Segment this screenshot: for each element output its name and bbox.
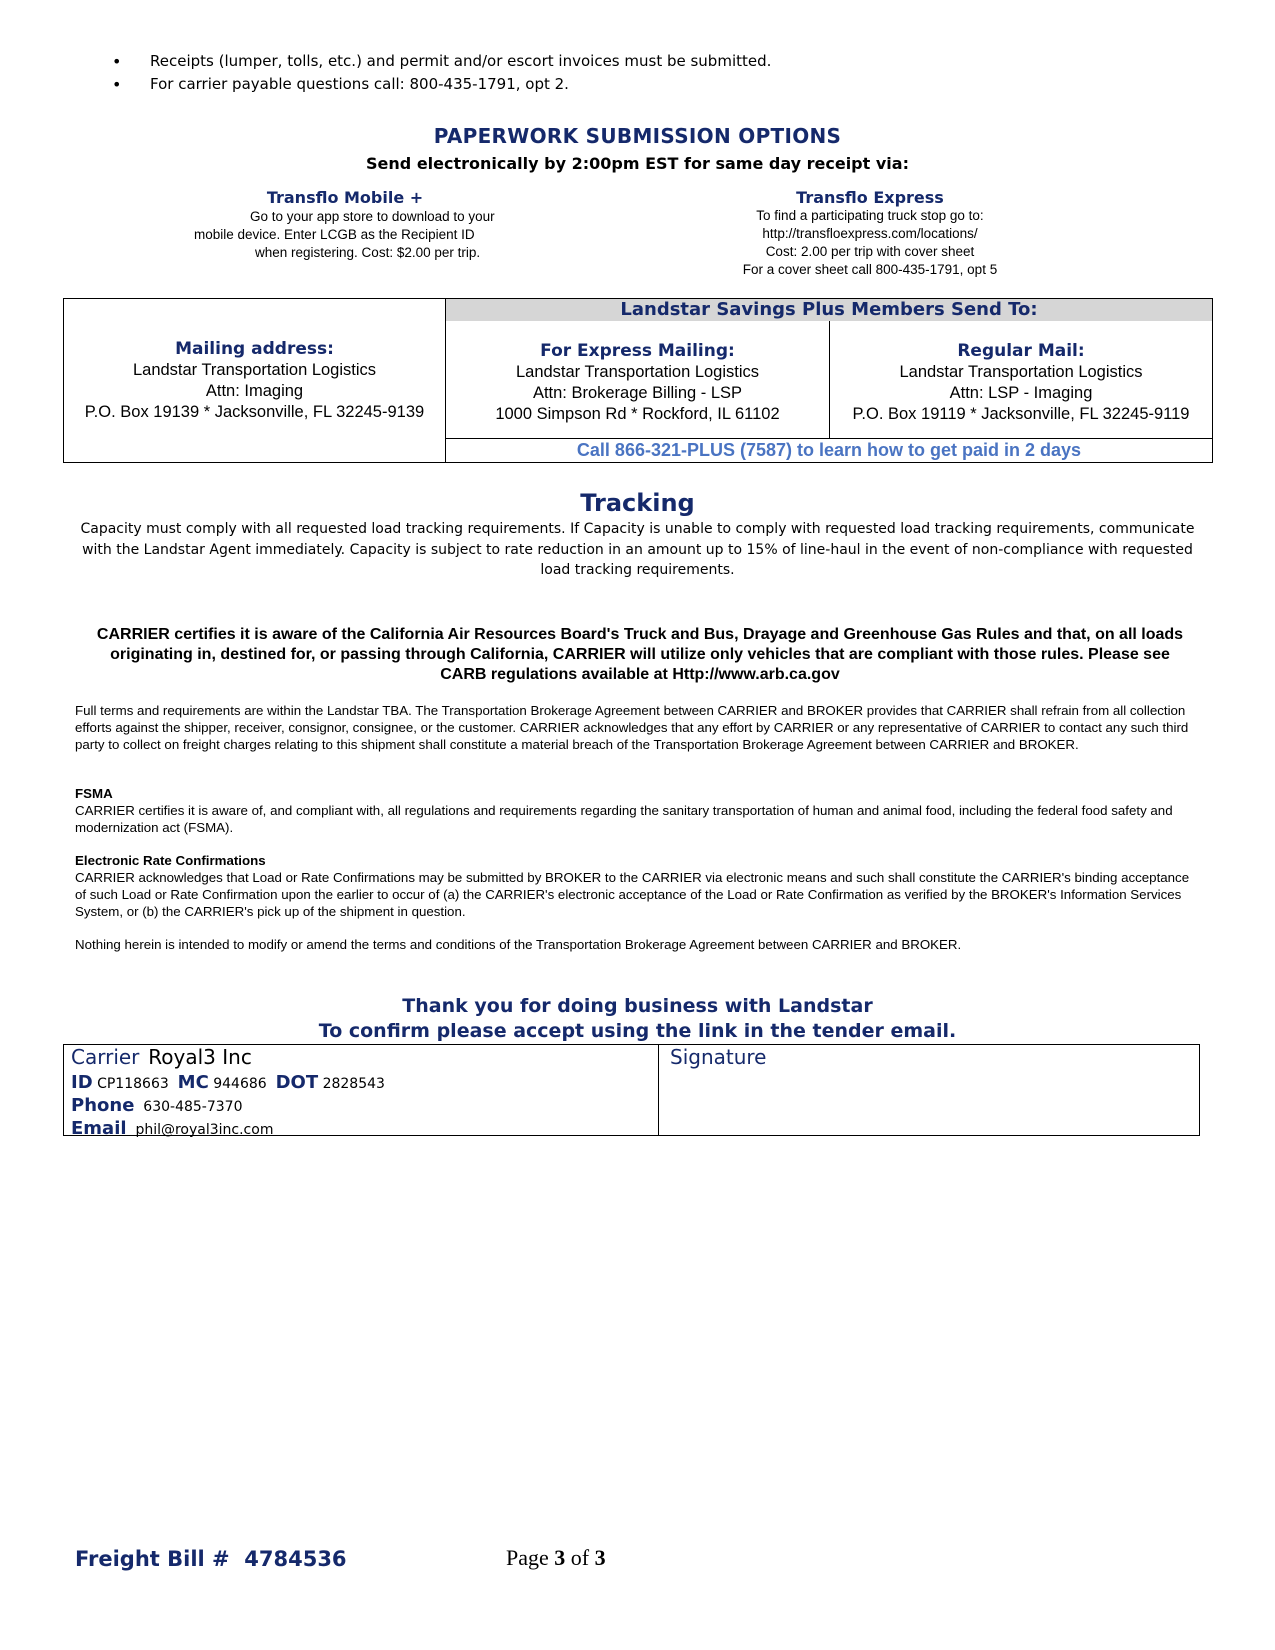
savings-plus-call-line: Call 866-321-PLUS (7587) to learn how to get paid in 2 days — [576, 440, 1082, 460]
full-terms-text: Full terms and requirements are within the Landstar TBA. The Transportation Brokerage Agreement between CARRIER and BROKER provides that CARRIER shall refrain from all collection efforts against the shipper, receiver, consignor, consignee, or the customer. CARRIER acknowledges that any effort by CARRIER or any representative of CARRIER to contact any such third party to collect on freight charges relating to this shipment shall constitute a material breach of the Transportation Brokerage Agreement between CARRIER and BROKER. — [75, 703, 1189, 752]
fsma-text: CARRIER certifies it is aware of, and compliant with, all regulations and requirements regarding the sanitary transportation of human and animal food, including the federal food safety and modernization act (FSMA). — [75, 803, 1173, 835]
confirm-instruction-line: To confirm please accept using the link in the tender email. — [318, 1020, 957, 1042]
dot-label: DOT — [275, 1072, 319, 1093]
thank-you-line: Thank you for doing business with Landstar — [402, 995, 873, 1017]
phone-number: 630-485-7370 — [143, 1099, 243, 1115]
erc-title — [75, 853, 1200, 870]
carb-certification: CARRIER certifies it is aware of the California Air Resources Board's Truck and Bus, Drayage and Greenhouse Gas Rules and that, on all loads originating in, destined for, or passing through California, CARRIER will utilize only vehicles that are compliant with those rules. Please see CARB regulations available at Http://www.arb.ca.gov — [96, 626, 1184, 683]
payable-bullets — [112, 50, 771, 96]
regular-mail-line: Landstar Transportation Logistics — [899, 363, 1143, 381]
carrier-info-cell — [64, 1045, 659, 1139]
carrier-signature-table — [63, 1044, 1200, 1139]
regular-mail-cell — [830, 321, 1212, 439]
paperwork-title: PAPERWORK SUBMISSION OPTIONS — [433, 124, 842, 148]
erc-text: CARRIER acknowledges that Load or Rate Confirmations may be submitted by BROKER to the CARRIER via electronic means and such shall constitute the CARRIER's binding acceptance of such Load or Rate Confirmation upon the earlier to occur of (a) the CARRIER's electronic acceptance of the Load or Rate Confirmation as verified by the BROKER's Information Services System, or (b) the CARRIER's pick up of the shipment in question. — [75, 870, 1190, 919]
page-number — [506, 1545, 606, 1571]
transflo-express-line-3: Cost: 2.00 per trip with cover sheet — [765, 244, 975, 259]
mailing-address-line: Attn: Imaging — [205, 382, 304, 400]
carrier-label: Carrier — [71, 1045, 140, 1069]
email-label: Email — [71, 1118, 127, 1139]
freight-bill — [75, 1547, 347, 1571]
phone-label: Phone — [71, 1095, 135, 1116]
express-mailing-line: Attn: Brokerage Billing - LSP — [532, 384, 743, 402]
express-mailing-title: For Express Mailing: — [540, 341, 735, 361]
regular-mail-line: P.O. Box 19119 * Jacksonville, FL 32245-9119 — [852, 405, 1190, 423]
regular-mail-line: Attn: LSP - Imaging — [949, 384, 1093, 402]
bullet-receipts: • Receipts (lumper, tolls, etc.) and permit and/or escort invoices must be submitted. — [112, 50, 771, 73]
freight-bill-number: 4784536 — [244, 1547, 347, 1571]
paperwork-subtitle: Send electronically by 2:00pm EST for same day receipt via: — [366, 154, 909, 173]
dot-number: 2828543 — [322, 1076, 385, 1092]
mailing-address-table — [63, 298, 1213, 463]
carrier-name: Royal3 Inc — [148, 1045, 252, 1069]
transflo-express-line-1: To find a participating truck stop go to: — [756, 208, 984, 223]
page-total: 3 — [594, 1545, 606, 1570]
mailing-address-line: Landstar Transportation Logistics — [132, 361, 377, 379]
freight-bill-label: Freight Bill # — [75, 1547, 230, 1571]
transflo-mobile-line-3: when registering. Cost: $2.00 per trip. — [255, 245, 481, 260]
express-mailing-line: 1000 Simpson Rd * Rockford, IL 61102 — [495, 405, 780, 423]
email-address[interactable]: phil@royal3inc.com — [135, 1122, 274, 1138]
mailing-address-title: Mailing address: — [175, 339, 334, 359]
regular-mail-title: Regular Mail: — [957, 341, 1085, 361]
page-prefix: Page — [506, 1545, 549, 1570]
transflo-mobile-title: Transflo Mobile + — [266, 188, 424, 207]
fsma-title — [75, 786, 1200, 803]
bullet-payable-questions: • For carrier payable questions call: 800-435-1791, opt 2. — [112, 73, 771, 96]
transflo-express-title: Transflo Express — [796, 188, 944, 207]
carrier-id: CP118663 — [97, 1076, 169, 1092]
tracking-text: Capacity must comply with all requested load tracking requirements. If Capacity is unable to comply with requested load tracking requirements, communicate with the Landstar Agent immediately. Capacity is subject to rate reduction in an amount up to 15% of line-haul in the event of non-compliance with requested load tracking requirements. — [80, 521, 1195, 578]
express-mailing-cell — [446, 321, 830, 439]
mc-number: 944686 — [213, 1076, 267, 1092]
id-label: ID — [71, 1072, 93, 1093]
transflo-express-block — [695, 188, 1045, 279]
fsma-title-text: FSMA — [75, 786, 113, 801]
signature-cell[interactable] — [659, 1045, 1199, 1135]
mc-label: MC — [177, 1072, 209, 1093]
no-modification-text: Nothing herein is intended to modify or amend the terms and conditions of the Transportation Brokerage Agreement between CARRIER and BROKER. — [75, 937, 962, 952]
transflo-express-line-4: For a cover sheet call 800-435-1791, opt 5 — [742, 262, 998, 277]
transflo-mobile-line-1: Go to your app store to download to your — [250, 209, 495, 224]
express-mailing-line: Landstar Transportation Logistics — [515, 363, 760, 381]
savings-plus-header: Landstar Savings Plus Members Send To: — [446, 299, 1212, 321]
signature-label: Signature — [670, 1045, 767, 1069]
page-of: of — [570, 1545, 590, 1570]
page-current: 3 — [554, 1545, 566, 1570]
mailing-address-line: P.O. Box 19139 * Jacksonville, FL 32245-9139 — [84, 403, 425, 421]
transflo-mobile-block — [190, 188, 500, 207]
transflo-express-url[interactable]: http://transfloexpress.com/locations/ — [762, 226, 978, 241]
transflo-mobile-line-2: mobile device. Enter LCGB as the Recipient ID — [194, 227, 475, 242]
thank-you-block — [0, 994, 1275, 1044]
mailing-address-cell — [64, 299, 446, 462]
tracking-title: Tracking — [580, 489, 695, 517]
erc-title-text: Electronic Rate Confirmations — [75, 853, 266, 868]
